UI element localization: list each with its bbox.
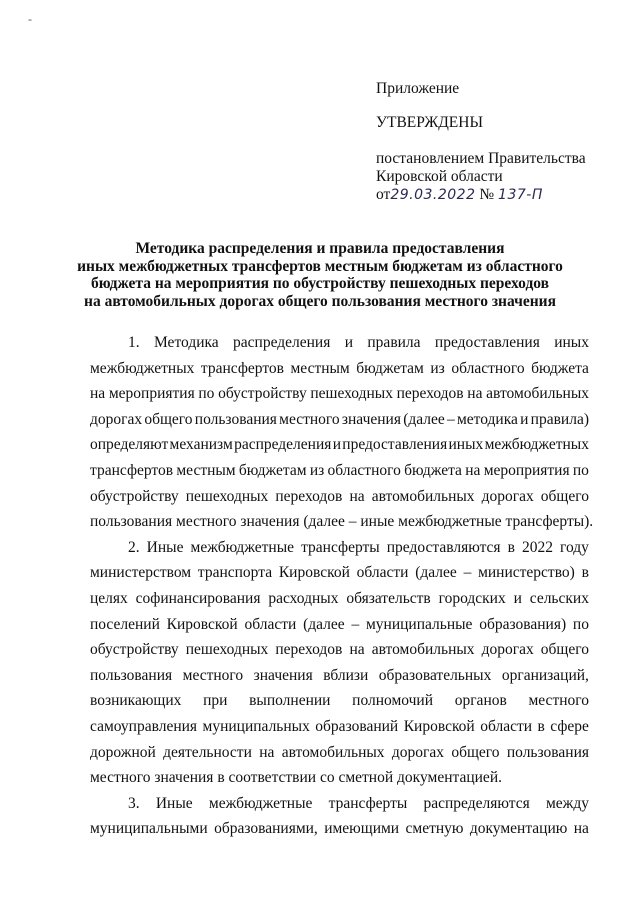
word: распределения — [234, 436, 332, 454]
word: бюджетам — [238, 461, 307, 479]
word: области — [356, 564, 409, 582]
paragraph-line — [90, 356, 589, 382]
word: межбюджетные — [190, 538, 295, 556]
paragraph-line — [90, 586, 589, 612]
word: местным — [290, 359, 350, 377]
word: образований — [315, 717, 399, 735]
approval-block — [376, 80, 626, 204]
word: обязательств — [346, 589, 431, 607]
word: на — [259, 743, 275, 761]
word: сметную — [405, 820, 464, 838]
word: межбюджетные — [208, 794, 313, 812]
word: 2. — [128, 538, 140, 556]
word: на — [349, 487, 365, 505]
handwritten-date: 29.03.2022 — [390, 187, 476, 203]
word: пешеходных — [310, 385, 393, 403]
word: – — [463, 564, 472, 582]
resolution-line-1: постановлением Правительства — [376, 150, 586, 167]
word: возникающих — [90, 692, 182, 710]
word: сельских — [529, 589, 589, 607]
word: на — [573, 820, 589, 838]
word: из — [430, 359, 445, 377]
word: обустройству — [90, 487, 179, 505]
word: Иные — [155, 794, 193, 812]
approved-label: УТВЕРЖДЕНЫ — [376, 114, 483, 131]
word: дорожной — [90, 743, 156, 761]
word: Кировской — [166, 615, 238, 633]
word: между — [545, 794, 589, 812]
from-prefix: от — [376, 186, 391, 203]
word: области — [480, 717, 533, 735]
corner-mark: - — [28, 12, 32, 26]
paragraph-line — [90, 509, 594, 535]
paragraph-line — [90, 407, 589, 433]
word: образования) — [479, 615, 567, 633]
title-line: бюджета на мероприятия по обустройству пешеходных переходов — [90, 275, 550, 292]
word: – — [351, 615, 360, 633]
word: и — [520, 410, 529, 428]
word: дорогах — [391, 743, 445, 761]
resolution-line-2: Кировской области — [376, 168, 503, 185]
word: сфере — [550, 717, 589, 735]
word: по — [572, 615, 589, 633]
word: 2022 — [521, 538, 553, 556]
paragraph-line — [90, 816, 589, 842]
word: межбюджетных — [90, 359, 195, 377]
word: муниципальными — [90, 820, 208, 838]
word: правила — [367, 334, 421, 351]
paragraph-line — [90, 612, 589, 638]
word: образованиями, — [214, 820, 318, 838]
word: и — [332, 436, 341, 454]
word: межбюджетных — [484, 436, 589, 454]
word: областного — [327, 461, 401, 479]
word: выполнении — [249, 692, 331, 710]
word: переходов — [275, 487, 343, 505]
title-line: иных межбюджетных трансфертов местным бюджетам из областного — [77, 257, 563, 275]
paragraph-line — [90, 330, 589, 356]
word: местного — [182, 666, 244, 684]
word: пешеходных — [185, 487, 269, 505]
word: переходов — [275, 641, 343, 659]
paragraph-line — [90, 560, 589, 586]
word: предоставления — [342, 436, 448, 454]
word: пользования местного значения (далее – иные межбюджетные трансферты). — [90, 513, 594, 531]
word: вблизи — [323, 666, 369, 684]
word: трансферты — [301, 538, 380, 556]
word: софинансирования — [135, 589, 261, 607]
word: на — [467, 385, 483, 403]
handwritten-number: 137-П — [498, 187, 543, 203]
word: значения — [341, 410, 401, 428]
word: правила) — [530, 410, 589, 428]
word: бюджетам — [356, 359, 424, 377]
word: на — [465, 461, 481, 479]
word: имеющими — [324, 820, 400, 838]
word: распределяются — [423, 794, 530, 812]
word: Кировской — [403, 717, 475, 735]
word: (далее — [303, 615, 345, 633]
word: местного — [528, 692, 589, 710]
word: механизм — [169, 436, 233, 454]
word: бюджета — [404, 461, 462, 479]
word: образовательных — [378, 666, 492, 684]
resolution-date-number — [376, 186, 626, 204]
word: общего — [540, 487, 589, 505]
word: иных — [448, 436, 484, 454]
title-line: Методика распределения и правила предоставления — [135, 240, 505, 257]
word: общего — [451, 743, 500, 761]
document-title — [60, 240, 580, 310]
word: обустройству — [90, 641, 179, 659]
word: трансфертов — [90, 461, 174, 479]
paragraph-line — [90, 484, 589, 510]
word: в — [507, 538, 515, 556]
paragraph-line — [90, 688, 589, 714]
word: по — [572, 461, 589, 479]
word: органов — [454, 692, 507, 710]
word: из — [309, 461, 325, 479]
paragraph-line — [90, 637, 589, 663]
word: году — [560, 538, 589, 556]
word: местного — [279, 410, 340, 428]
paragraph-line — [90, 765, 589, 791]
word: министерством — [90, 564, 192, 582]
word: распределения — [233, 334, 331, 351]
word: пользования — [506, 743, 589, 761]
word: автомобильных — [281, 743, 385, 761]
word: городских — [438, 589, 506, 607]
word: местным — [176, 461, 236, 479]
paragraph-line — [90, 791, 589, 817]
word: в — [581, 564, 589, 582]
appendix-label: Приложение — [376, 80, 460, 97]
word: трансферты — [328, 794, 408, 812]
word: дорогах — [481, 487, 534, 505]
word: пешеходных — [185, 641, 269, 659]
word: определяют — [90, 436, 169, 454]
word: предоставления — [434, 334, 540, 351]
word: обустройству — [218, 385, 307, 403]
word: мероприятия — [108, 385, 195, 403]
word: – — [447, 410, 455, 428]
word: трансфертов — [200, 359, 284, 377]
word: переходов — [396, 385, 464, 403]
word: методика — [456, 410, 518, 428]
word: автомобильных — [371, 641, 475, 659]
word: (далее — [415, 564, 457, 582]
paragraph-line — [90, 458, 589, 484]
word: иных — [554, 334, 589, 351]
paragraph-line — [90, 663, 589, 689]
word: в — [537, 717, 545, 735]
word: пользования — [90, 666, 173, 684]
word: транспорта — [197, 564, 273, 582]
word: и — [344, 334, 354, 351]
word: расходных — [268, 589, 339, 607]
paragraph-line — [90, 432, 589, 458]
word: общего — [540, 641, 589, 659]
word: Кировской — [278, 564, 350, 582]
word: областного — [451, 359, 525, 377]
word: мероприятия — [483, 461, 570, 479]
word: деятельности — [163, 743, 252, 761]
word: местного значения в соответствии со сметной документацией. — [90, 769, 502, 787]
word: 3. — [128, 794, 140, 812]
word: предоставляются — [386, 538, 501, 556]
word: автомобильных — [486, 385, 589, 403]
word: автомобильных — [371, 487, 475, 505]
word: значения — [253, 666, 313, 684]
word: полномочий — [352, 692, 434, 710]
word: пользования — [194, 410, 277, 428]
word: общего — [144, 410, 193, 428]
word: области — [244, 615, 297, 633]
word: при — [203, 692, 228, 710]
document-body — [90, 330, 594, 842]
word: документацию — [469, 820, 568, 838]
word: 1. — [128, 334, 140, 351]
word: Иные — [146, 538, 184, 556]
word: и — [513, 589, 522, 607]
paragraph-line — [90, 381, 589, 407]
paragraph-line — [90, 740, 589, 766]
word: бюджета — [531, 359, 589, 377]
word: дорогах — [481, 641, 534, 659]
word: (далее — [403, 410, 445, 428]
paragraph-line — [90, 535, 589, 561]
word: целях — [90, 589, 128, 607]
word: самоуправления — [90, 717, 198, 735]
word: министерство) — [478, 564, 575, 582]
word: муниципальные — [365, 615, 473, 633]
word: дорогах — [90, 410, 143, 428]
word: Методика — [153, 334, 219, 351]
word: на — [349, 641, 365, 659]
paragraph-line — [90, 714, 589, 740]
word: по — [198, 385, 215, 403]
number-sign: № — [479, 186, 495, 203]
word: на — [90, 385, 106, 403]
word: организаций, — [501, 666, 589, 684]
word: поселений — [90, 615, 160, 633]
title-line: на автомобильных дорогах общего пользования местного значения — [84, 292, 556, 310]
word: муниципальных — [202, 717, 310, 735]
